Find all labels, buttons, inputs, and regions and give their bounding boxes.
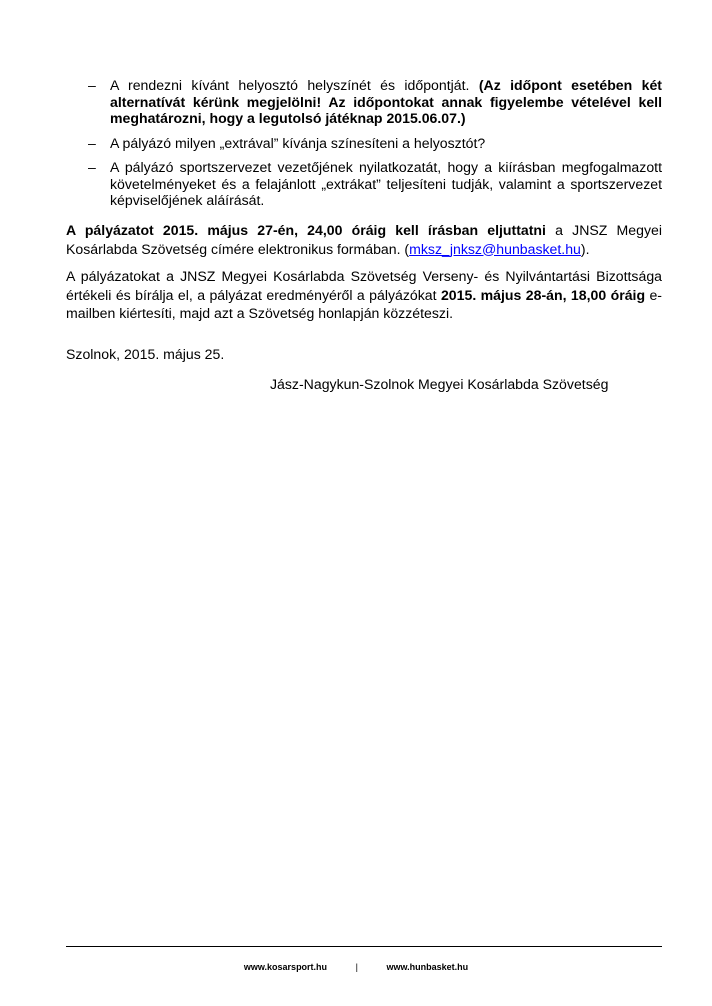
footer bbox=[0, 962, 712, 972]
organization-signature: Jász-Nagykun-Szolnok Megyei Kosárlabda Szövetség bbox=[270, 376, 609, 392]
deadline-text: a JNSZ Megyei Kosárlabda Szövetség címére elektronikus formában. ( bbox=[66, 222, 662, 257]
bullet-dash: – bbox=[88, 134, 96, 151]
list-item-text: A rendezni kívánt helyosztó helyszínét és időpontját. bbox=[110, 77, 479, 93]
list-item bbox=[66, 77, 662, 127]
evaluation-text-2: e-mailben kiértesíti, majd azt a Szövetség honlapján közzéteszi. bbox=[66, 286, 662, 321]
evaluation-paragraph bbox=[66, 267, 662, 323]
email-link[interactable]: mksz_jnksz@hunbasket.hu bbox=[409, 240, 581, 257]
evaluation-bold: 2015. május 28-án, 18,00 óráig bbox=[440, 286, 646, 303]
list-item bbox=[66, 135, 662, 152]
footer-separator: | bbox=[355, 962, 358, 972]
evaluation-text-1: A pályázatokat a JNSZ Megyei Kosárlabda Szövetség Verseny- és Nyilvántartási Bizottsága értékeli és bírálja el, a pályázat eredményéről a pályázókat bbox=[66, 268, 662, 303]
deadline-paragraph bbox=[66, 221, 662, 258]
deadline-end: ). bbox=[580, 240, 590, 257]
bullet-dash: – bbox=[88, 159, 96, 175]
list-item-text: A pályázó sportszervezet vezetőjének nyilatkozatát, hogy a kiírásban megfogalmazott követelményeket és a felajánlott „extrákat” teljesíteni tudják, valamint a sportszervezet képviselőjének aláírását. bbox=[110, 159, 662, 208]
list-item-text: A pályázó milyen „extrával” kívánja színesíteni a helyosztót? bbox=[110, 134, 486, 151]
footer-link-hunbasket[interactable]: www.hunbasket.hu bbox=[386, 962, 469, 972]
footer-link-kosarsport[interactable]: www.kosarsport.hu bbox=[243, 962, 328, 972]
footer-divider bbox=[66, 946, 662, 947]
deadline-bold: A pályázatot 2015. május 27-én, 24,00 óráig kell írásban eljuttatni bbox=[66, 222, 546, 238]
bullet-dash: – bbox=[88, 77, 96, 93]
place-date: Szolnok, 2015. május 25. bbox=[66, 346, 225, 362]
list-item-bold-text: (Az időpont esetében két alternatívát kérünk megjelölni! Az időpontokat annak figyelembe vételével kell meghatározni, hogy a legutolsó játéknap 2015.06.07.) bbox=[110, 77, 662, 126]
list-item bbox=[66, 159, 662, 209]
requirements-list bbox=[66, 77, 662, 217]
